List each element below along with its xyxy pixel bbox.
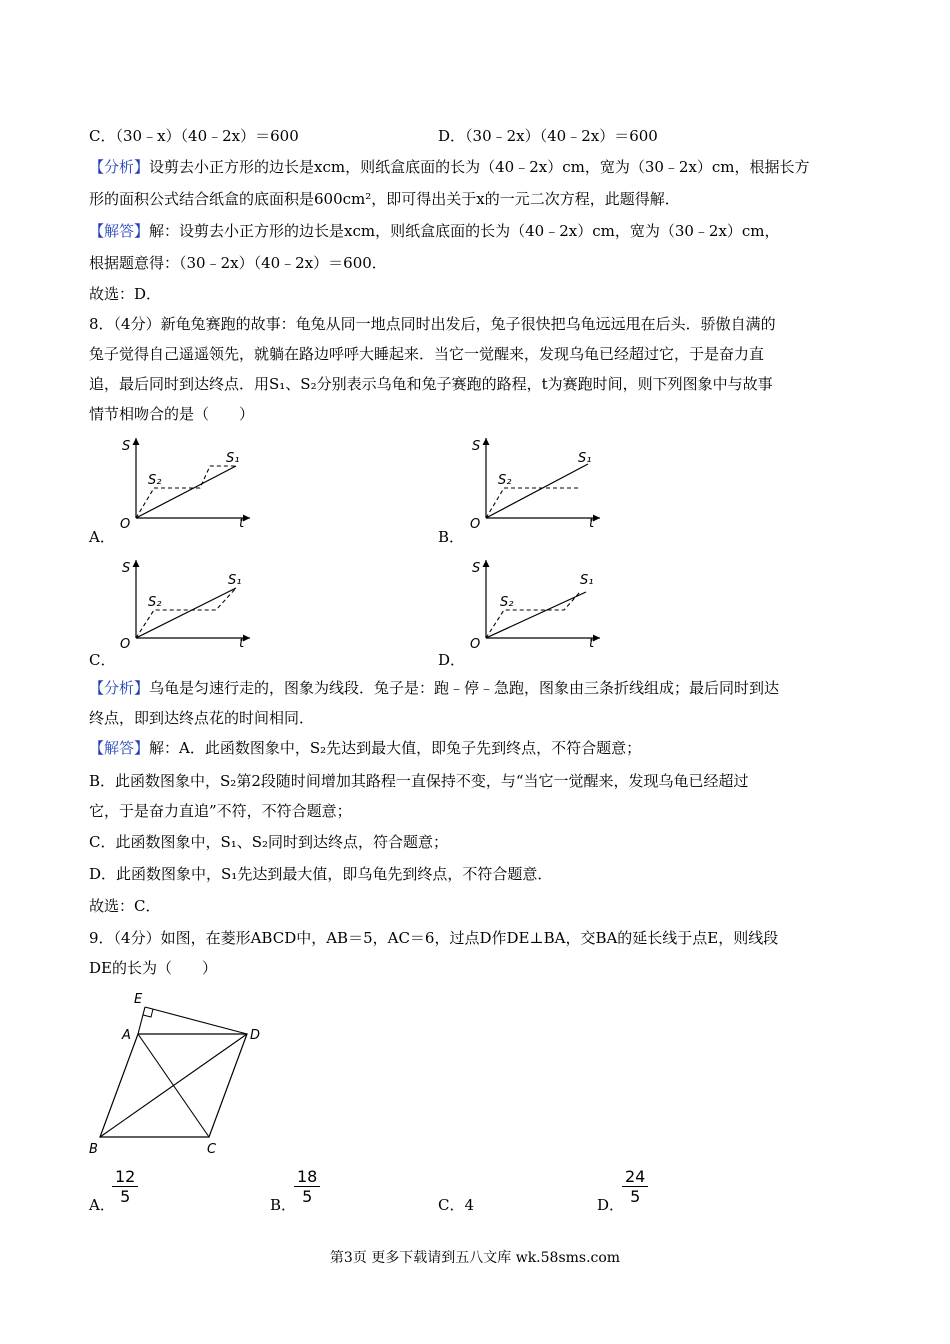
origin-label: O: [120, 517, 131, 532]
diagonal-bd: [100, 1034, 247, 1137]
origin-label: O: [470, 637, 481, 652]
segment-de: [145, 1007, 247, 1034]
q9-option-d-fraction: [622, 1167, 648, 1206]
denominator: 5: [120, 1187, 131, 1206]
q7-option-d: D．（30﹣2x）（40﹣2x）＝600: [438, 127, 658, 145]
numerator: 18: [294, 1167, 320, 1187]
graph-b: [462, 430, 607, 538]
t-label: t: [589, 636, 595, 651]
denominator: 5: [302, 1187, 313, 1206]
s-label: S: [472, 439, 481, 454]
q9-option-a-label: A．: [89, 1196, 115, 1214]
q7-answer-line-2: 根据题意得：（30﹣2x）（40﹣2x）＝600．: [89, 254, 387, 272]
graph-b-label: B．: [438, 528, 465, 546]
s2-label: S₂: [148, 595, 162, 610]
q9-option-d-label: D．: [597, 1196, 625, 1214]
s2-label: S₂: [500, 595, 514, 610]
q8-stem-line-2: 兔子觉得自己遥遥领先，就躺在路边呼呼大睡起来．当它一觉醒来，发现乌龟已经超过它，于是奋力直: [89, 345, 765, 363]
s-label: S: [122, 561, 131, 576]
q8-answer-line-3: 它，于是奋力直追”不符，不符合题意；: [89, 802, 352, 820]
origin-label: O: [120, 637, 131, 652]
q8-stem-line-3: 追，最后同时到达终点．用S₁、S₂分别表示乌龟和兔子赛跑的路程，t为赛跑时间，则下列图象中与故事: [89, 375, 773, 393]
q8-answer-line-2: B．此函数图象中，S₂第2段随时间增加其路程一直保持不变，与“当它一觉醒来，发现乌龟已经超过: [89, 772, 749, 790]
q8-stem-line-1: 8．（4分）新龟兔赛跑的故事：龟兔从同一地点同时出发后，兔子很快把乌龟远远甩在后头．骄傲自满的: [89, 315, 776, 333]
analysis-tag: 【分析】: [89, 679, 150, 697]
point-d: D: [250, 1028, 261, 1043]
page-footer: 第3页 更多下载请到五八文库 wk.58sms.com: [329, 1250, 621, 1266]
s-label: S: [122, 439, 131, 454]
analysis-tag: 【分析】: [89, 158, 150, 176]
numerator: 24: [622, 1167, 648, 1187]
point-e: E: [134, 992, 143, 1007]
numerator: 12: [112, 1167, 138, 1187]
q8-analysis-line-1: [89, 678, 779, 698]
t-label: t: [239, 516, 245, 531]
q8-answer-line-5: D．此函数图象中，S₁先达到最大值，即乌龟先到终点，不符合题意．: [89, 865, 553, 883]
graph-c-label: C．: [89, 651, 116, 669]
s-label: S: [472, 561, 481, 576]
graph-c: [112, 552, 257, 660]
point-b: B: [89, 1142, 98, 1157]
q9-option-a-fraction: [112, 1167, 138, 1206]
q9-option-b-label: B．: [270, 1196, 297, 1214]
q9-stem-line-2: DE的长为（ ）: [89, 959, 217, 977]
graph-a-label: A．: [89, 528, 115, 546]
point-a: A: [122, 1028, 131, 1043]
q8-analysis-line-2: 终点，即到达终点花的时间相同．: [89, 709, 315, 727]
t-label: t: [239, 636, 245, 651]
q9-option-c: C．4: [438, 1196, 475, 1214]
answer-tag: 【解答】: [89, 222, 150, 240]
graph-d-label: D．: [438, 651, 466, 669]
answer-tag: 【解答】: [89, 739, 150, 757]
s1-label: S₁: [228, 573, 242, 588]
s1-label: S₁: [226, 451, 240, 466]
graph-a: [112, 430, 257, 538]
extension-ae: [138, 1007, 145, 1034]
s1-label: S₁: [578, 451, 592, 466]
analysis-text: 乌龟是匀速行走的，图象为线段．兔子是：跑﹣停﹣急跑，图象由三条折线组成；最后同时到达: [149, 679, 780, 697]
q8-stem-line-4: 情节相吻合的是（ ）: [89, 405, 255, 423]
q8-answer-line-4: C．此函数图象中，S₁、S₂同时到达终点，符合题意；: [89, 833, 449, 851]
graph-d: [462, 552, 607, 660]
t-label: t: [589, 516, 595, 531]
answer-text: 解：A．此函数图象中，S₂先达到最大值，即兔子先到终点，不符合题意；: [149, 739, 642, 757]
s2-label: S₂: [498, 473, 512, 488]
q9-stem-line-1: 9．（4分）如图，在菱形ABCD中，AB＝5，AC＝6，过点D作DE⊥BA，交BA的延长线于点E，则线段: [89, 929, 779, 947]
q7-analysis-line-2: 形的面积公式结合纸盒的底面积是600cm²，即可得出关于x的一元二次方程，此题得解．: [89, 190, 680, 208]
rhombus-figure: [85, 985, 270, 1160]
q9-option-b-fraction: [294, 1167, 320, 1206]
analysis-text: 设剪去小正方形的边长是xcm，则纸盒底面的长为（40﹣2x）cm，宽为（30﹣2x）cm，根据长方: [149, 158, 810, 176]
q7-analysis-line-1: [89, 157, 810, 177]
point-c: C: [207, 1142, 217, 1157]
denominator: 5: [630, 1187, 641, 1206]
answer-text: 解：设剪去小正方形的边长是xcm，则纸盒底面的长为（40﹣2x）cm，宽为（30﹣2x）cm，: [149, 222, 780, 240]
s2-label: S₂: [148, 473, 162, 488]
s1-label: S₁: [580, 573, 594, 588]
origin-label: O: [470, 517, 481, 532]
q7-answer-line-1: [89, 221, 780, 241]
q7-choice: 故选：D．: [89, 285, 162, 303]
q7-option-c: C．（30﹣x）（40﹣2x）＝600: [89, 127, 299, 145]
q8-answer-line-1: [89, 738, 641, 758]
q8-choice: 故选：C．: [89, 897, 161, 915]
